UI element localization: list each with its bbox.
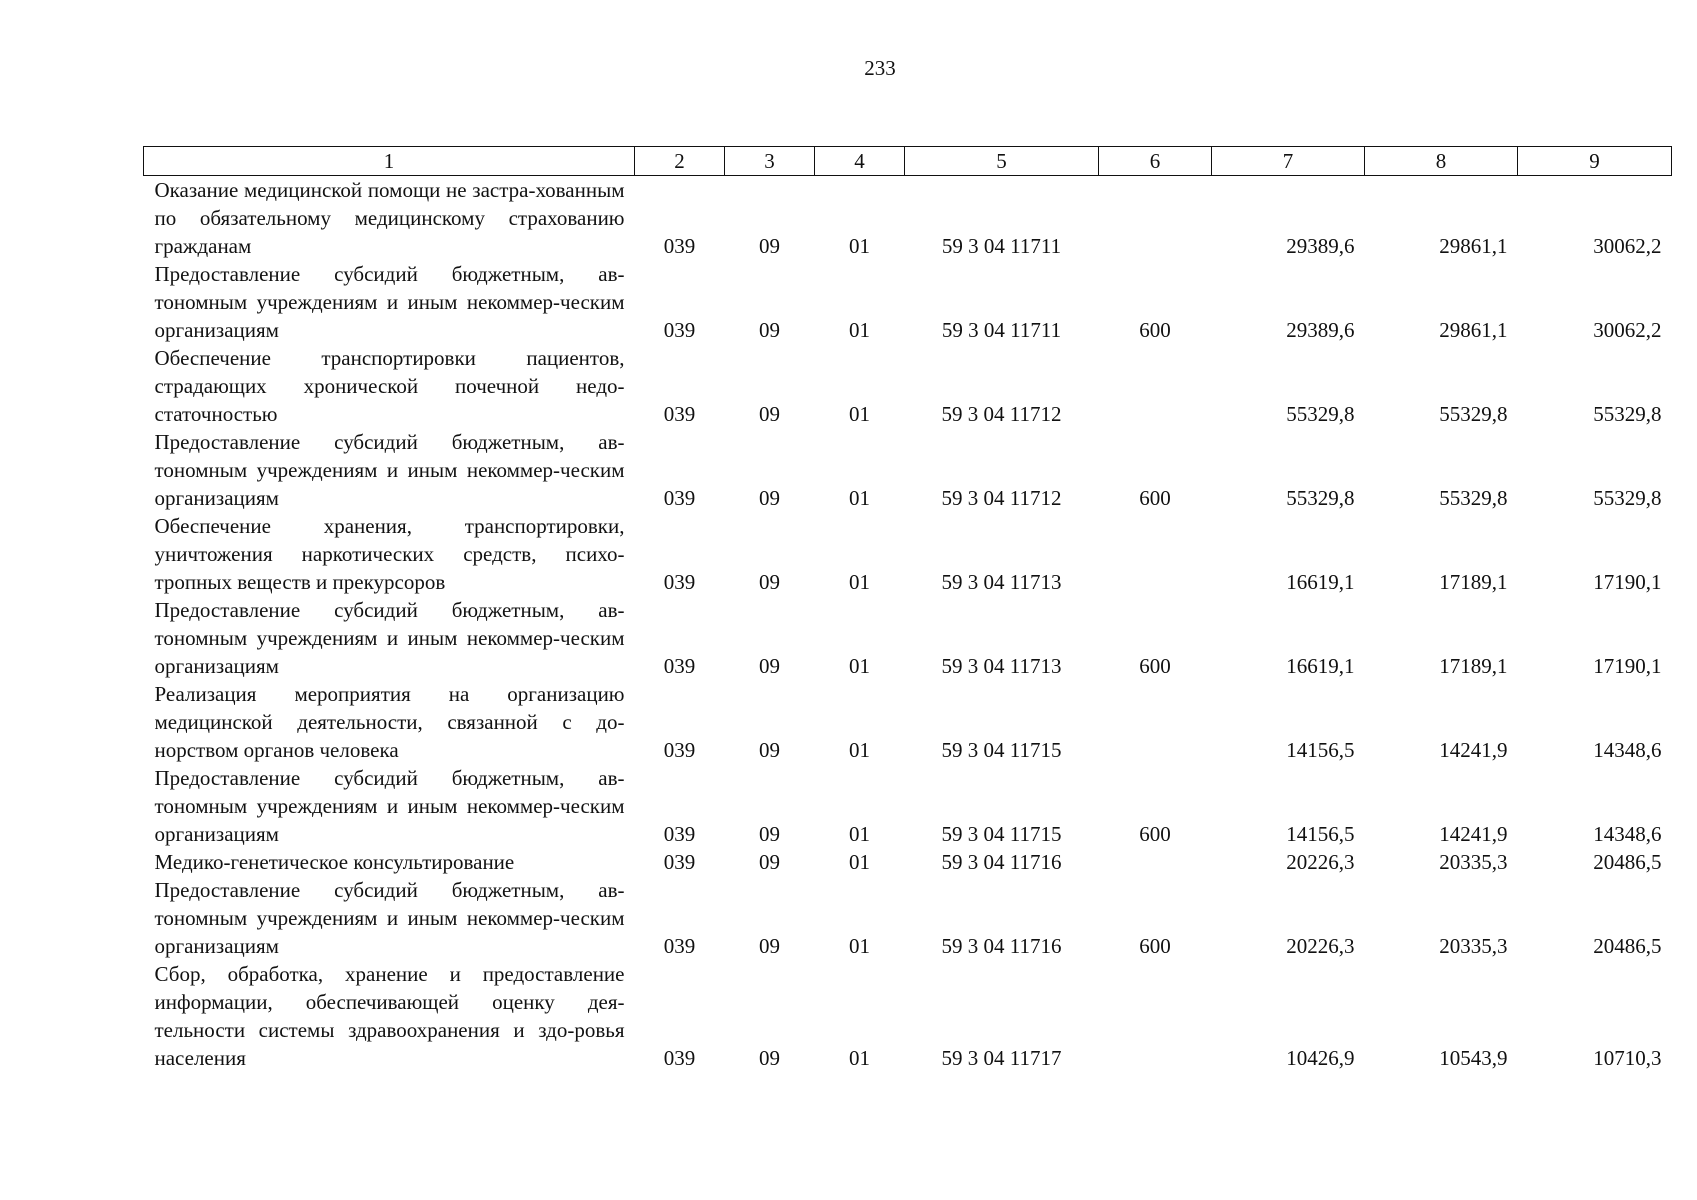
subsection-code: 01 xyxy=(849,402,870,426)
section-code: 09 xyxy=(759,654,780,678)
section-code: 09 xyxy=(759,738,780,762)
amount-col-7: 14156,5 xyxy=(1286,822,1355,846)
amount-col-7: 55329,8 xyxy=(1286,486,1355,510)
target-article-code: 59 3 04 11713 xyxy=(941,570,1062,594)
amount-col-9: 14348,6 xyxy=(1593,738,1662,762)
column-header-6: 6 xyxy=(1099,147,1212,176)
amount-col-8: 14241,9 xyxy=(1439,738,1508,762)
row-name: Сбор, обработка, хранение и предоставление информации, обеспечивающей оценку дея-тельности системы здравоохранения и здо-ровья населения xyxy=(154,962,625,1070)
ministry-code: 039 xyxy=(663,934,696,958)
row-name: Предоставление субсидий бюджетным, ав-тономным учреждениям и иным некоммер-ческим организациям xyxy=(154,262,625,342)
subsection-code: 01 xyxy=(849,570,870,594)
column-header-1: 1 xyxy=(144,147,635,176)
page-number: 233 xyxy=(864,56,896,80)
target-article-code: 59 3 04 11716 xyxy=(941,850,1062,874)
section-code: 09 xyxy=(759,570,780,594)
section-code: 09 xyxy=(759,934,780,958)
amount-col-9: 30062,2 xyxy=(1593,234,1662,258)
section-code: 09 xyxy=(759,318,780,342)
subsection-code: 01 xyxy=(849,234,870,258)
ministry-code: 039 xyxy=(663,850,696,874)
amount-col-7: 29389,6 xyxy=(1286,318,1355,342)
section-code: 09 xyxy=(759,850,780,874)
column-header-3: 3 xyxy=(725,147,815,176)
subsection-code: 01 xyxy=(849,738,870,762)
amount-col-9: 30062,2 xyxy=(1593,318,1662,342)
expense-type-code xyxy=(1099,512,1212,596)
amount-col-7: 55329,8 xyxy=(1286,402,1355,426)
expense-type-code xyxy=(1099,344,1212,428)
target-article-code: 59 3 04 11712 xyxy=(941,402,1062,426)
table-row xyxy=(144,512,1672,596)
row-name: Предоставление субсидий бюджетным, ав-тономным учреждениям и иным некоммер-ческим организациям xyxy=(154,766,625,846)
expense-type-code: 600 xyxy=(1139,822,1171,846)
row-name: Обеспечение хранения, транспортировки, уничтожения наркотических средств, психо-тропных веществ и прекурсоров xyxy=(154,514,625,594)
ministry-code: 039 xyxy=(663,234,696,258)
ministry-code: 039 xyxy=(663,318,696,342)
amount-col-9: 14348,6 xyxy=(1593,822,1662,846)
row-name: Оказание медицинской помощи не застра-хованным по обязательному медицинскому страхованию гражданам xyxy=(154,178,625,258)
expense-type-code xyxy=(1099,680,1212,764)
ministry-code: 039 xyxy=(663,1046,696,1070)
table-row xyxy=(144,344,1672,428)
table-row xyxy=(144,428,1672,512)
target-article-code: 59 3 04 11712 xyxy=(941,486,1062,510)
column-header-8: 8 xyxy=(1365,147,1518,176)
section-code: 09 xyxy=(759,486,780,510)
expense-type-code: 600 xyxy=(1139,318,1171,342)
table-header xyxy=(144,147,1672,176)
expense-type-code: 600 xyxy=(1139,486,1171,510)
subsection-code: 01 xyxy=(849,934,870,958)
expense-type-code xyxy=(1099,960,1212,1072)
section-code: 09 xyxy=(759,402,780,426)
amount-col-7: 14156,5 xyxy=(1286,738,1355,762)
table-body xyxy=(144,176,1672,1073)
amount-col-7: 29389,6 xyxy=(1286,234,1355,258)
amount-col-7: 16619,1 xyxy=(1286,654,1355,678)
amount-col-7: 16619,1 xyxy=(1286,570,1355,594)
amount-col-8: 10543,9 xyxy=(1439,1046,1508,1070)
ministry-code: 039 xyxy=(663,654,696,678)
ministry-code: 039 xyxy=(663,822,696,846)
ministry-code: 039 xyxy=(663,738,696,762)
column-header-4: 4 xyxy=(815,147,905,176)
row-name: Предоставление субсидий бюджетным, ав-тономным учреждениям и иным некоммер-ческим организациям xyxy=(154,878,625,958)
target-article-code: 59 3 04 11713 xyxy=(941,654,1062,678)
column-header-5: 5 xyxy=(905,147,1099,176)
table-row xyxy=(144,260,1672,344)
ministry-code: 039 xyxy=(663,486,696,510)
table-row xyxy=(144,848,1672,876)
amount-col-8: 55329,8 xyxy=(1439,402,1508,426)
target-article-code: 59 3 04 11711 xyxy=(941,234,1062,258)
ministry-code: 039 xyxy=(663,402,696,426)
amount-col-8: 17189,1 xyxy=(1439,654,1508,678)
amount-col-8: 29861,1 xyxy=(1439,234,1508,258)
table-row xyxy=(144,596,1672,680)
table-row xyxy=(144,680,1672,764)
budget-table xyxy=(143,146,1672,1072)
column-header-7: 7 xyxy=(1212,147,1365,176)
target-article-code: 59 3 04 11711 xyxy=(941,318,1062,342)
amount-col-8: 17189,1 xyxy=(1439,570,1508,594)
expense-type-code: 600 xyxy=(1139,934,1171,958)
subsection-code: 01 xyxy=(849,822,870,846)
target-article-code: 59 3 04 11717 xyxy=(941,1046,1062,1070)
table-row xyxy=(144,876,1672,960)
amount-col-8: 20335,3 xyxy=(1439,850,1508,874)
amount-col-7: 20226,3 xyxy=(1286,934,1355,958)
amount-col-7: 10426,9 xyxy=(1286,1046,1355,1070)
header-row xyxy=(144,147,1672,176)
target-article-code: 59 3 04 11715 xyxy=(941,738,1062,762)
section-code: 09 xyxy=(759,1046,780,1070)
table-row xyxy=(144,764,1672,848)
section-code: 09 xyxy=(759,234,780,258)
row-name: Реализация мероприятия на организацию медицинской деятельности, связанной с до-норством органов человека xyxy=(154,682,625,762)
subsection-code: 01 xyxy=(849,850,870,874)
amount-col-9: 20486,5 xyxy=(1593,934,1662,958)
row-name: Предоставление субсидий бюджетным, ав-тономным учреждениям и иным некоммер-ческим организациям xyxy=(154,430,625,510)
expense-type-code xyxy=(1099,176,1212,261)
amount-col-8: 20335,3 xyxy=(1439,934,1508,958)
target-article-code: 59 3 04 11716 xyxy=(941,934,1062,958)
expense-type-code: 600 xyxy=(1139,654,1171,678)
amount-col-9: 10710,3 xyxy=(1593,1046,1662,1070)
amount-col-8: 29861,1 xyxy=(1439,318,1508,342)
section-code: 09 xyxy=(759,822,780,846)
amount-col-9: 55329,8 xyxy=(1593,486,1662,510)
ministry-code: 039 xyxy=(663,570,696,594)
expense-type-code xyxy=(1099,848,1212,876)
amount-col-7: 20226,3 xyxy=(1286,850,1355,874)
subsection-code: 01 xyxy=(849,486,870,510)
column-header-2: 2 xyxy=(635,147,725,176)
row-name: Предоставление субсидий бюджетным, ав-тономным учреждениям и иным некоммер-ческим организациям xyxy=(154,598,625,678)
subsection-code: 01 xyxy=(849,1046,870,1070)
subsection-code: 01 xyxy=(849,318,870,342)
amount-col-8: 55329,8 xyxy=(1439,486,1508,510)
table-row xyxy=(144,960,1672,1072)
row-name: Медико-генетическое консультирование xyxy=(154,850,515,874)
amount-col-9: 17190,1 xyxy=(1593,570,1662,594)
subsection-code: 01 xyxy=(849,654,870,678)
amount-col-8: 14241,9 xyxy=(1439,822,1508,846)
table-row xyxy=(144,176,1672,261)
amount-col-9: 17190,1 xyxy=(1593,654,1662,678)
amount-col-9: 20486,5 xyxy=(1593,850,1662,874)
column-header-9: 9 xyxy=(1518,147,1672,176)
amount-col-9: 55329,8 xyxy=(1593,402,1662,426)
target-article-code: 59 3 04 11715 xyxy=(941,822,1062,846)
row-name: Обеспечение транспортировки пациентов, страдающих хронической почечной недо-статочностью xyxy=(154,346,625,426)
